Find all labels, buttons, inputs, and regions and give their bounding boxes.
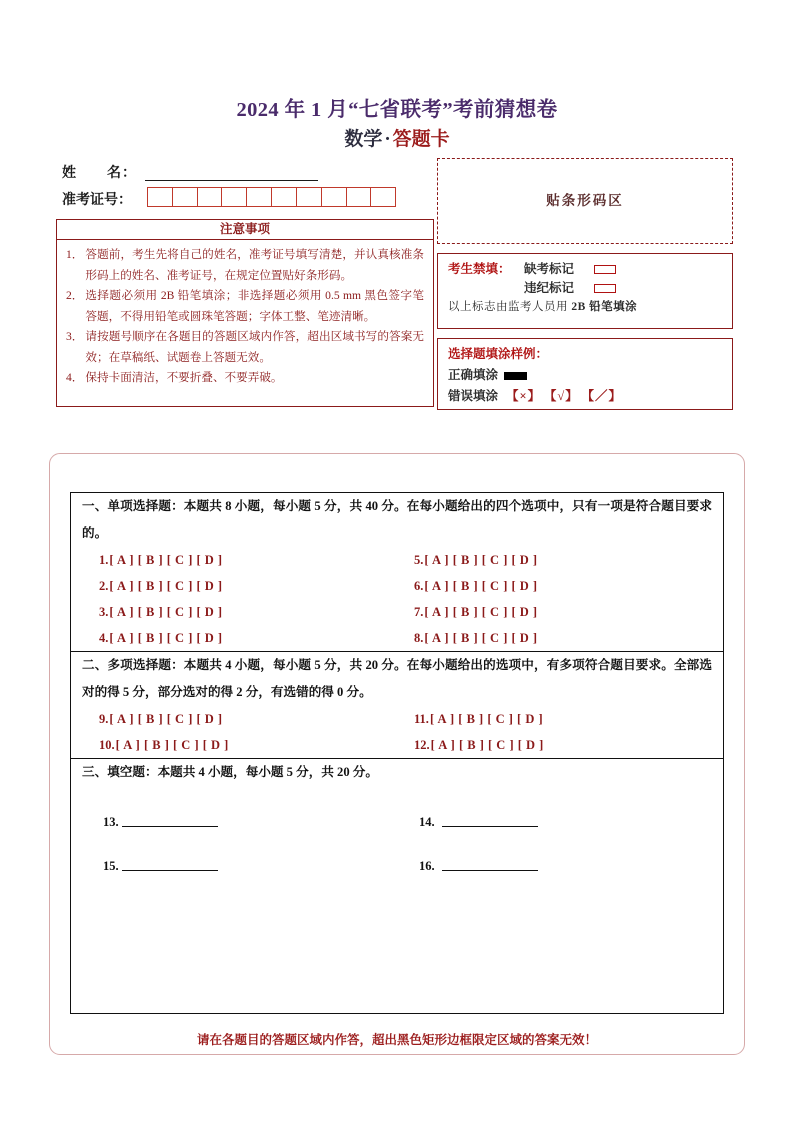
notice-item-text: 选择题必须用 2B 铅笔填涂；非选择题必须用 0.5 mm 黑色签字笔答题，不得用铅笔或圆珠笔答题；字体工整、笔迹清晰。 xyxy=(85,289,424,323)
choice-bubbles[interactable]: [ A ] [ B ] [ C ] [ D ] xyxy=(109,605,223,619)
notice-title: 注意事项 xyxy=(57,220,433,240)
ticket-digit-cell[interactable] xyxy=(172,187,198,207)
answer-row xyxy=(71,573,723,599)
answer-item-6[interactable] xyxy=(397,573,723,599)
blank-item-16[interactable] xyxy=(397,859,723,874)
question-number: 1. xyxy=(99,553,109,567)
section-fill-blank xyxy=(71,759,723,874)
footer-warning-note: 请在各题目的答题区域内作答，超出黑色矩形边框限定区域的答案无效！ xyxy=(196,1033,597,1047)
proctor-marks-panel xyxy=(437,253,733,329)
page-title: 2024 年 1 月“七省联考”考前猜想卷 xyxy=(236,99,558,121)
sheet-type-label: 答题卡 xyxy=(392,129,450,150)
answer-row xyxy=(71,599,723,625)
fill-sample-panel xyxy=(437,338,733,410)
section-heading: 三、填空题：本题共 4 小题，每小题 5 分，共 20 分。 xyxy=(82,765,378,779)
question-number: 6. xyxy=(414,579,424,593)
answer-item-12[interactable] xyxy=(397,732,723,758)
absent-mark-bubble[interactable] xyxy=(594,265,616,274)
answer-row xyxy=(71,625,723,651)
blank-answer-line[interactable] xyxy=(442,870,538,871)
answer-item-1[interactable] xyxy=(71,547,397,573)
ticket-digit-cell[interactable] xyxy=(221,187,247,207)
single-choice-grid xyxy=(71,547,723,651)
absent-mark-label: 缺考标记 xyxy=(524,262,575,276)
answer-item-8[interactable] xyxy=(397,625,723,651)
answer-item-2[interactable] xyxy=(71,573,397,599)
ticket-digit-cell[interactable] xyxy=(370,187,396,207)
absent-mark-row xyxy=(448,260,732,279)
name-input-line[interactable] xyxy=(145,180,318,181)
blank-item-13[interactable] xyxy=(71,815,397,830)
barcode-area-label: 贴条形码区 xyxy=(546,193,624,208)
notice-item-number: 3． xyxy=(66,330,84,343)
ticket-number-input[interactable] xyxy=(147,187,395,207)
notice-panel xyxy=(56,219,434,407)
ticket-digit-cell[interactable] xyxy=(271,187,297,207)
question-number: 5. xyxy=(414,553,424,567)
answer-item-11[interactable] xyxy=(397,706,723,732)
question-number: 15. xyxy=(103,859,119,873)
question-number: 8. xyxy=(414,631,424,645)
choice-bubbles[interactable]: [ A ] [ B ] [ C ] [ D ] xyxy=(424,579,538,593)
answer-item-4[interactable] xyxy=(71,625,397,651)
choice-bubbles[interactable]: [ A ] [ B ] [ C ] [ D ] xyxy=(424,631,538,645)
notice-item xyxy=(66,327,424,368)
section-multi-choice xyxy=(71,652,723,758)
ticket-digit-cell[interactable] xyxy=(246,187,272,207)
correct-fill-bubble-icon xyxy=(504,372,527,380)
wrong-fill-label: 错误填涂 xyxy=(448,389,499,403)
question-number: 9. xyxy=(99,712,109,726)
violation-mark-label: 违纪标记 xyxy=(524,281,575,295)
question-number: 14. xyxy=(419,815,435,829)
choice-bubbles[interactable]: [ A ] [ B ] [ C ] [ D ] xyxy=(109,553,223,567)
wrong-fill-row xyxy=(448,386,732,407)
notice-item-number: 1． xyxy=(66,248,84,261)
question-number: 16. xyxy=(419,859,435,873)
notice-list xyxy=(57,240,433,389)
answer-item-10[interactable] xyxy=(71,732,397,758)
notice-item-text: 保持卡面清洁，不要折叠、不要弄破。 xyxy=(85,371,283,384)
ticket-digit-cell[interactable] xyxy=(321,187,347,207)
fill-sample-title: 选择题填涂样例： xyxy=(448,347,549,361)
answer-row xyxy=(71,547,723,573)
blank-row xyxy=(71,786,723,830)
correct-fill-label: 正确填涂 xyxy=(448,368,499,382)
choice-bubbles[interactable]: [ A ] [ B ] [ C ] [ D ] xyxy=(429,712,544,726)
question-number: 4. xyxy=(99,631,109,645)
question-number: 7. xyxy=(414,605,424,619)
ticket-number-label: 准考证号： xyxy=(62,193,132,208)
notice-item-number: 2． xyxy=(66,289,84,302)
answer-row xyxy=(71,732,723,758)
subject-label: 数学 xyxy=(344,129,383,150)
answer-item-3[interactable] xyxy=(71,599,397,625)
fill-blank-grid xyxy=(71,786,723,874)
title-separator: · xyxy=(384,129,391,150)
ticket-digit-cell[interactable] xyxy=(147,187,173,207)
page-subtitle xyxy=(0,124,794,151)
blank-item-15[interactable] xyxy=(71,859,397,874)
choice-bubbles[interactable]: [ A ] [ B ] [ C ] [ D ] xyxy=(109,712,223,726)
choice-bubbles[interactable]: [ A ] [ B ] [ C ] [ D ] xyxy=(109,579,223,593)
violation-mark-bubble[interactable] xyxy=(594,284,616,293)
notice-item-text: 答题前，考生先将自己的姓名，准考证号填写清楚，并认真核准条形码上的姓名、准考证号，在规定位置贴好条形码。 xyxy=(85,248,424,282)
wrong-fill-marks xyxy=(506,386,631,407)
question-number: 10. xyxy=(99,738,115,752)
notice-item-text: 请按题号顺序在各题目的答题区域内作答，超出区域书写的答案无效；在草稿纸、试题卷上答题无效。 xyxy=(85,330,424,364)
choice-bubbles[interactable]: [ A ] [ B ] [ C ] [ D ] xyxy=(424,605,538,619)
blank-answer-line[interactable] xyxy=(442,826,538,827)
question-number: 11. xyxy=(414,712,429,726)
proctor-forbidden-label: 考生禁填： xyxy=(448,262,511,276)
answer-row xyxy=(71,706,723,732)
barcode-paste-area[interactable] xyxy=(437,158,733,244)
blank-answer-line[interactable] xyxy=(122,826,218,827)
section-single-choice xyxy=(71,493,723,651)
choice-bubbles[interactable]: [ A ] [ B ] [ C ] [ D ] xyxy=(109,631,223,645)
question-number: 2. xyxy=(99,579,109,593)
blank-row xyxy=(71,830,723,874)
proctor-note-prefix: 以上标志由监考人员用 xyxy=(448,301,572,313)
question-number: 13. xyxy=(103,815,119,829)
notice-item-number: 4． xyxy=(66,371,84,384)
correct-fill-row xyxy=(448,365,732,386)
question-number: 12. xyxy=(414,738,430,752)
name-field-label xyxy=(62,162,137,182)
ticket-digit-cell[interactable] xyxy=(197,187,223,207)
wrong-mark-slash-icon: 【／】 xyxy=(587,389,623,403)
notice-item xyxy=(66,245,424,286)
answer-item-7[interactable] xyxy=(397,599,723,625)
multi-choice-grid xyxy=(71,706,723,758)
blank-answer-line[interactable] xyxy=(122,870,218,871)
choice-bubbles[interactable]: [ A ] [ B ] [ C ] [ D ] xyxy=(430,738,544,752)
wrong-mark-cross-icon: 【×】 xyxy=(506,389,542,403)
name-label-text: 姓 名： xyxy=(62,166,137,181)
answer-area xyxy=(70,492,724,1014)
ticket-digit-cell[interactable] xyxy=(296,187,322,207)
violation-mark-row xyxy=(448,279,732,298)
choice-bubbles[interactable]: [ A ] [ B ] [ C ] [ D ] xyxy=(115,738,229,752)
wrong-mark-check-icon: 【√】 xyxy=(550,389,579,403)
notice-item xyxy=(66,286,424,327)
ticket-digit-cell[interactable] xyxy=(346,187,372,207)
question-number: 3. xyxy=(99,605,109,619)
proctor-note-emphasis: 2B 铅笔填涂 xyxy=(571,301,638,313)
proctor-note xyxy=(448,298,732,317)
choice-bubbles[interactable]: [ A ] [ B ] [ C ] [ D ] xyxy=(424,553,538,567)
blank-item-14[interactable] xyxy=(397,815,723,830)
answer-item-9[interactable] xyxy=(71,706,397,732)
section-heading: 一、单项选择题：本题共 8 小题，每小题 5 分，共 40 分。在每小题给出的四个选项中，只有一项是符合题目要求的。 xyxy=(82,499,712,540)
answer-item-5[interactable] xyxy=(397,547,723,573)
section-heading: 二、多项选择题：本题共 4 小题，每小题 5 分，共 20 分。在每小题给出的选项中，有多项符合题目要求。全部选对的得 5 分，部分选对的得 2 分，有选错的得 0 分。 xyxy=(82,658,712,699)
notice-item xyxy=(66,368,424,389)
